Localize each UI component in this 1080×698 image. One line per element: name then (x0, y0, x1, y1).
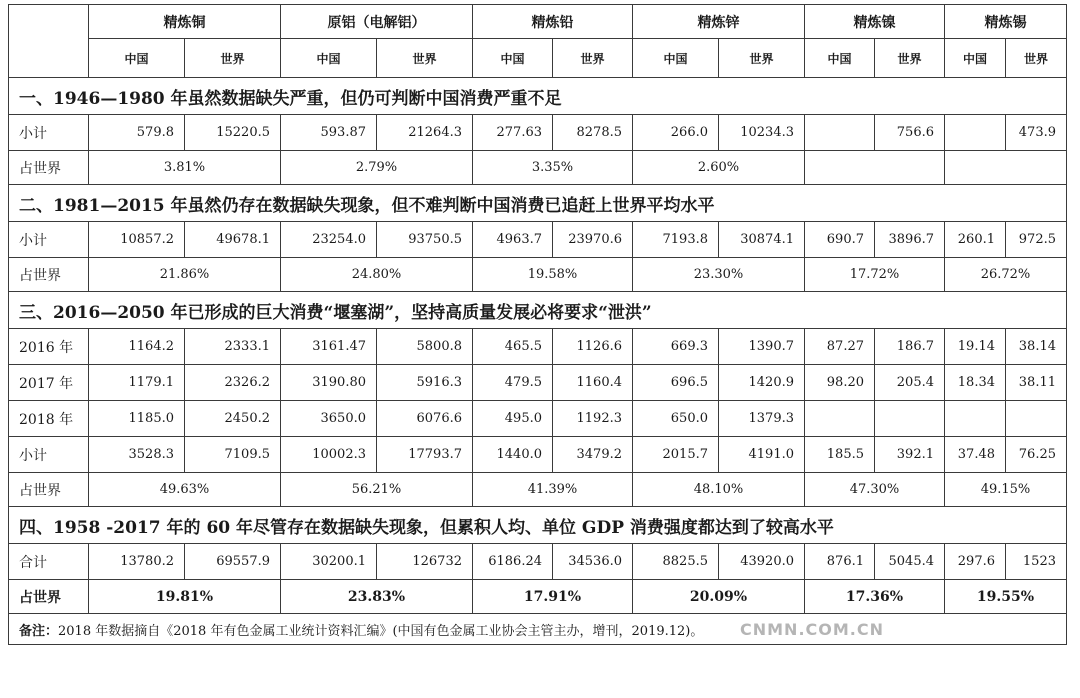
cell: 5800.8 (377, 329, 473, 365)
section-3-title-row (9, 292, 1067, 329)
cell: 1440.0 (473, 437, 553, 473)
cell: 76.25 (1006, 437, 1067, 473)
share-cell: 49.15% (945, 473, 1067, 507)
cell: 1160.4 (553, 365, 633, 401)
header-metal-row (9, 5, 1067, 39)
cell: 8278.5 (553, 115, 633, 151)
section-3-year-row (9, 401, 1067, 437)
cell: 690.7 (805, 222, 875, 258)
header-world: 世界 (1006, 39, 1067, 78)
cell (875, 401, 945, 437)
section-2-title-row (9, 185, 1067, 222)
cell: 3896.7 (875, 222, 945, 258)
section-2-subtotal-row (9, 222, 1067, 258)
section-3-year-row (9, 329, 1067, 365)
share-cell: 48.10% (633, 473, 805, 507)
header-metal: 原铝（电解铝） (281, 5, 473, 39)
share-cell: 26.72% (945, 258, 1067, 292)
cell: 69557.9 (185, 544, 281, 580)
cell: 696.5 (633, 365, 719, 401)
cell: 1164.2 (89, 329, 185, 365)
cell: 3161.47 (281, 329, 377, 365)
cell: 1379.3 (719, 401, 805, 437)
section-3-year-row (9, 365, 1067, 401)
cell: 2015.7 (633, 437, 719, 473)
share-cell: 56.21% (281, 473, 473, 507)
section-title: 四、1958 -2017 年的 60 年尽管存在数据缺失现象，但累积人均、单位 GDP 消费强度都达到了较高水平 (9, 507, 1067, 544)
header-china: 中国 (281, 39, 377, 78)
cell: 3528.3 (89, 437, 185, 473)
cell: 5045.4 (875, 544, 945, 580)
section-1-title-row (9, 78, 1067, 115)
cell: 1192.3 (553, 401, 633, 437)
row-label: 占世界 (9, 473, 89, 507)
section-4-share-row (9, 580, 1067, 614)
header-region-row (9, 39, 1067, 78)
share-cell (805, 151, 945, 185)
cell: 98.20 (805, 365, 875, 401)
row-label: 占世界 (9, 258, 89, 292)
cell: 13780.2 (89, 544, 185, 580)
share-cell: 3.81% (89, 151, 281, 185)
cell: 21264.3 (377, 115, 473, 151)
cell (945, 115, 1006, 151)
section-4-total-row (9, 544, 1067, 580)
cell: 4963.7 (473, 222, 553, 258)
cell: 1523 (1006, 544, 1067, 580)
cell: 38.14 (1006, 329, 1067, 365)
header-world: 世界 (377, 39, 473, 78)
note-row (9, 614, 1067, 645)
cell: 593.87 (281, 115, 377, 151)
header-world: 世界 (185, 39, 281, 78)
share-cell: 2.79% (281, 151, 473, 185)
header-china: 中国 (945, 39, 1006, 78)
cell: 2333.1 (185, 329, 281, 365)
cell: 277.63 (473, 115, 553, 151)
cell: 38.11 (1006, 365, 1067, 401)
cell: 479.5 (473, 365, 553, 401)
header-china: 中国 (473, 39, 553, 78)
share-cell: 23.30% (633, 258, 805, 292)
share-cell: 19.81% (89, 580, 281, 614)
header-china: 中国 (633, 39, 719, 78)
cell: 18.34 (945, 365, 1006, 401)
header-world: 世界 (719, 39, 805, 78)
cell: 30200.1 (281, 544, 377, 580)
header-world: 世界 (553, 39, 633, 78)
cell: 260.1 (945, 222, 1006, 258)
cell: 30874.1 (719, 222, 805, 258)
share-cell: 47.30% (805, 473, 945, 507)
row-label: 占世界 (9, 151, 89, 185)
cell: 87.27 (805, 329, 875, 365)
cell: 579.8 (89, 115, 185, 151)
share-cell: 24.80% (281, 258, 473, 292)
row-label: 小计 (9, 222, 89, 258)
header-metal: 精炼镍 (805, 5, 945, 39)
share-cell: 19.55% (945, 580, 1067, 614)
share-cell: 41.39% (473, 473, 633, 507)
header-china: 中国 (805, 39, 875, 78)
cell: 37.48 (945, 437, 1006, 473)
consumption-table (8, 4, 1067, 645)
note-cell (9, 614, 1067, 645)
note-text: 2018 年数据摘自《2018 年有色金属工业统计资料汇编》(中国有色金属工业协会主管主办，增刊，2019.12)。 (58, 623, 704, 639)
section-2-share-row (9, 258, 1067, 292)
cell (945, 401, 1006, 437)
header-world: 世界 (875, 39, 945, 78)
cell: 1126.6 (553, 329, 633, 365)
section-title: 二、1981—2015 年虽然仍存在数据缺失现象，但不难判断中国消费已追赶上世界平均水平 (9, 185, 1067, 222)
cell: 2450.2 (185, 401, 281, 437)
cell: 1185.0 (89, 401, 185, 437)
cell: 3190.80 (281, 365, 377, 401)
cell: 4191.0 (719, 437, 805, 473)
watermark: CNMN.COM.CN (740, 620, 884, 639)
share-cell: 17.36% (805, 580, 945, 614)
cell (805, 115, 875, 151)
row-label: 合计 (9, 544, 89, 580)
share-cell: 17.72% (805, 258, 945, 292)
cell: 876.1 (805, 544, 875, 580)
cell (1006, 401, 1067, 437)
section-3-share-row (9, 473, 1067, 507)
cell (805, 401, 875, 437)
cell: 126732 (377, 544, 473, 580)
cell: 23254.0 (281, 222, 377, 258)
row-label: 2017 年 (9, 365, 89, 401)
section-4-title-row (9, 507, 1067, 544)
section-3-subtotal-row (9, 437, 1067, 473)
header-china: 中国 (89, 39, 185, 78)
cell: 473.9 (1006, 115, 1067, 151)
header-metal: 精炼铜 (89, 5, 281, 39)
row-label: 2018 年 (9, 401, 89, 437)
cell: 297.6 (945, 544, 1006, 580)
cell: 1420.9 (719, 365, 805, 401)
share-cell: 23.83% (281, 580, 473, 614)
cell: 2326.2 (185, 365, 281, 401)
cell: 1179.1 (89, 365, 185, 401)
cell: 43920.0 (719, 544, 805, 580)
cell: 10002.3 (281, 437, 377, 473)
cell: 3479.2 (553, 437, 633, 473)
share-cell: 17.91% (473, 580, 633, 614)
share-cell: 19.58% (473, 258, 633, 292)
header-metal: 精炼锡 (945, 5, 1067, 39)
cell: 392.1 (875, 437, 945, 473)
share-cell: 49.63% (89, 473, 281, 507)
cell: 19.14 (945, 329, 1006, 365)
cell: 93750.5 (377, 222, 473, 258)
section-title: 三、2016—2050 年已形成的巨大消费“堰塞湖”，坚持高质量发展必将要求“泄洪” (9, 292, 1067, 329)
cell: 465.5 (473, 329, 553, 365)
share-cell: 3.35% (473, 151, 633, 185)
cell: 972.5 (1006, 222, 1067, 258)
cell: 10857.2 (89, 222, 185, 258)
cell: 1390.7 (719, 329, 805, 365)
cell: 6076.6 (377, 401, 473, 437)
section-1-subtotal-row (9, 115, 1067, 151)
note-label: 备注： (19, 623, 59, 639)
cell: 669.3 (633, 329, 719, 365)
cell: 34536.0 (553, 544, 633, 580)
row-label: 占世界 (9, 580, 89, 614)
cell: 756.6 (875, 115, 945, 151)
cell: 15220.5 (185, 115, 281, 151)
cell: 6186.24 (473, 544, 553, 580)
header-metal: 精炼锌 (633, 5, 805, 39)
cell: 8825.5 (633, 544, 719, 580)
share-cell (945, 151, 1067, 185)
cell: 3650.0 (281, 401, 377, 437)
share-cell: 20.09% (633, 580, 805, 614)
cell: 266.0 (633, 115, 719, 151)
cell: 7109.5 (185, 437, 281, 473)
row-label: 小计 (9, 115, 89, 151)
cell: 23970.6 (553, 222, 633, 258)
cell: 205.4 (875, 365, 945, 401)
section-title: 一、1946—1980 年虽然数据缺失严重，但仍可判断中国消费严重不足 (9, 78, 1067, 115)
row-label: 小计 (9, 437, 89, 473)
cell: 495.0 (473, 401, 553, 437)
header-metal: 精炼铅 (473, 5, 633, 39)
cell: 650.0 (633, 401, 719, 437)
cell: 185.5 (805, 437, 875, 473)
section-1-share-row (9, 151, 1067, 185)
row-label: 2016 年 (9, 329, 89, 365)
cell: 186.7 (875, 329, 945, 365)
cell: 49678.1 (185, 222, 281, 258)
cell: 10234.3 (719, 115, 805, 151)
header-corner (9, 5, 89, 78)
share-cell: 2.60% (633, 151, 805, 185)
cell: 17793.7 (377, 437, 473, 473)
share-cell: 21.86% (89, 258, 281, 292)
cell: 7193.8 (633, 222, 719, 258)
cell: 5916.3 (377, 365, 473, 401)
